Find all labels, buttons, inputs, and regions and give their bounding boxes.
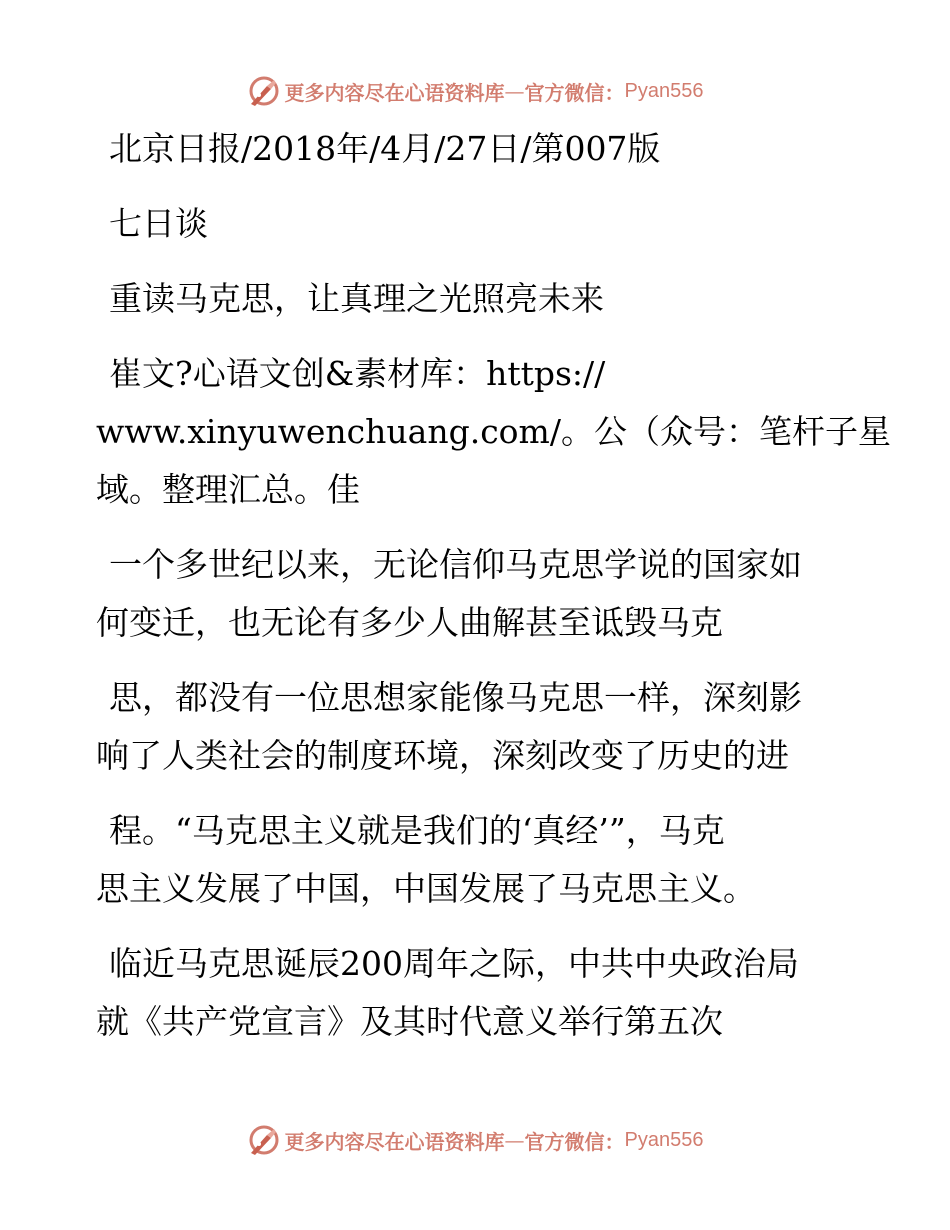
paragraph-line: 程。“马克思主义就是我们的‘真经’”，马克 bbox=[109, 811, 725, 850]
document-body bbox=[96, 120, 891, 1051]
paragraph-line: 临近马克思诞辰200周年之际，中共中央政治局 bbox=[109, 944, 799, 983]
pen-logo-icon bbox=[247, 74, 281, 108]
source-line: 北京日报/2018年/4月/27日/第007版 bbox=[109, 129, 661, 168]
paragraph-line: 就《共产党宣言》及其时代意义举行第五次 bbox=[96, 1002, 723, 1041]
author-line: 崔文?心语文创&素材库：https:// bbox=[109, 354, 606, 393]
banner-wechat-id: Pyan556 bbox=[624, 79, 704, 102]
banner-separator: — bbox=[504, 79, 525, 103]
article-title: 重读马克思，让真理之光照亮未来 bbox=[109, 279, 604, 318]
column-name: 七日谈 bbox=[109, 204, 208, 243]
banner-text: 更多内容尽在心语资料库 bbox=[284, 1129, 505, 1154]
banner-separator: — bbox=[504, 1128, 525, 1152]
pen-logo-icon bbox=[247, 1123, 281, 1157]
text-line: 域。整理汇总。佳 bbox=[96, 470, 360, 509]
paragraph-line: 响了人类社会的制度环境，深刻改变了历史的进 bbox=[96, 736, 789, 775]
paragraph-line: 思主义发展了中国，中国发展了马克思主义。 bbox=[96, 869, 756, 908]
header-watermark-banner bbox=[0, 71, 950, 111]
banner-wechat-id: Pyan556 bbox=[624, 1128, 704, 1151]
banner-text: 更多内容尽在心语资料库 bbox=[284, 80, 505, 105]
paragraph-line: 一个多世纪以来，无论信仰马克思学说的国家如 bbox=[109, 545, 802, 584]
paragraph-line: 思，都没有一位思想家能像马克思一样，深刻影 bbox=[109, 678, 802, 717]
footer-watermark-banner bbox=[0, 1120, 950, 1160]
banner-label: 官方微信： bbox=[524, 80, 625, 105]
paragraph-line: 何变迁，也无论有多少人曲解甚至诋毁马克 bbox=[96, 603, 723, 642]
text-line: www.xinyuwenchuang.com/。公（众号：笔杆子星 bbox=[96, 412, 891, 451]
banner-label: 官方微信： bbox=[524, 1129, 625, 1154]
